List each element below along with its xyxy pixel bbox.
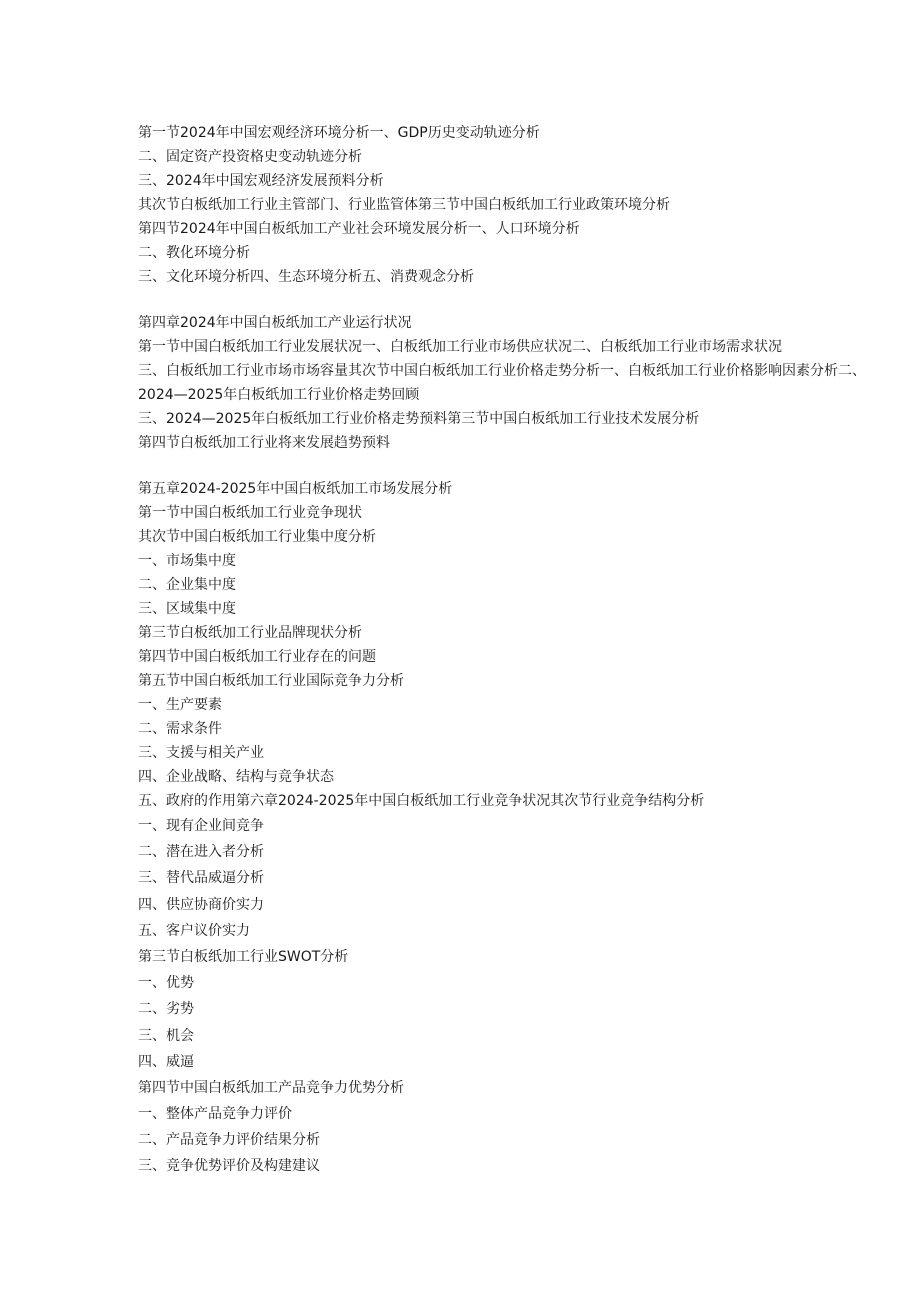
- toc-line: 第一节中国白板纸加工行业竞争现状: [138, 505, 362, 521]
- toc-line: 第四节2024年中国白板纸加工产业社会环境发展分析一、人口环境分析: [138, 221, 580, 237]
- section3-tail-block: [138, 121, 868, 289]
- toc-line: 三、机会: [138, 1027, 194, 1044]
- toc-line: 第三节白板纸加工行业品牌现状分析: [138, 625, 362, 641]
- toc-line: 第三节白板纸加工行业SWOT分析: [138, 948, 349, 965]
- toc-line: 其次节白板纸加工行业主管部门、行业监管体第三节中国白板纸加工行业政策环境分析: [138, 197, 670, 213]
- toc-line: 三、文化环境分析四、生态环境分析五、消费观念分析: [138, 269, 474, 285]
- paragraph-gap: [138, 455, 868, 477]
- toc-line: 三、2024年中国宏观经济发展预料分析: [138, 173, 384, 189]
- toc-line: 二、教化环境分析: [138, 245, 250, 261]
- toc-line: 二、企业集中度: [138, 577, 236, 593]
- toc-line: 三、区域集中度: [138, 601, 236, 617]
- toc-line: 一、现有企业间竞争: [138, 818, 264, 834]
- toc-line: 第五节中国白板纸加工行业国际竞争力分析: [138, 673, 404, 689]
- toc-line: 其次节中国白板纸加工行业集中度分析: [138, 529, 376, 545]
- toc-line: 四、威逼: [138, 1053, 194, 1070]
- toc-line: 一、市场集中度: [138, 553, 236, 569]
- toc-line: 三、白板纸加工行业市场市场容量其次节中国白板纸加工行业价格走势分析一、白板纸加工行业价格影响因素分析二、2024—2025年白板纸加工行业价格走势回顾: [138, 363, 866, 403]
- toc-line: 五、客户议价实力: [138, 922, 250, 939]
- chapter-heading: 第四章2024年中国白板纸加工产业运行状况: [138, 315, 412, 331]
- toc-line: 第一节2024年中国宏观经济环境分析一、GDP历史变动轨迹分析: [138, 125, 540, 141]
- chapter-heading: 第五章2024-2025年中国白板纸加工市场发展分析: [138, 481, 453, 497]
- toc-line: 第四节白板纸加工行业将来发展趋势预料: [138, 435, 390, 451]
- toc-line: 四、企业战略、结构与竞争状态: [138, 769, 334, 785]
- toc-line: 一、优势: [138, 975, 194, 992]
- toc-line: 五、政府的作用第六章2024-2025年中国白板纸加工行业竞争状况其次节行业竞争结构分析: [138, 793, 705, 809]
- toc-line: 第四节中国白板纸加工行业存在的问题: [138, 649, 376, 665]
- toc-line: 一、整体产品竞争力评价: [138, 1106, 292, 1123]
- toc-line: 第一节中国白板纸加工行业发展状况一、白板纸加工行业市场供应状况二、白板纸加工行业市场需求状况: [138, 339, 782, 355]
- chapter4-block: [138, 311, 868, 455]
- toc-line: 二、需求条件: [138, 721, 222, 737]
- chapter5-block: [138, 477, 868, 813]
- paragraph-gap: [138, 289, 868, 311]
- toc-line: 二、固定资产投资格史变动轨迹分析: [138, 149, 362, 165]
- toc-line: 第四节中国白板纸加工产品竞争力优势分析: [138, 1079, 404, 1096]
- toc-line: 二、劣势: [138, 1001, 194, 1018]
- toc-line: 四、供应协商价实力: [138, 896, 264, 913]
- toc-line: 三、替代品威逼分析: [138, 870, 264, 887]
- toc-line: 二、潜在进入者分析: [138, 844, 264, 861]
- toc-line: 三、竞争优势评价及构建建议: [138, 1158, 320, 1175]
- toc-line: 三、支援与相关产业: [138, 745, 264, 761]
- toc-line: 三、2024—2025年白板纸加工行业价格走势预料第三节中国白板纸加工行业技术发展分析: [138, 411, 700, 427]
- table-of-contents: [138, 121, 868, 1180]
- toc-line: 一、生产要素: [138, 697, 222, 713]
- toc-line: 二、产品竞争力评价结果分析: [138, 1132, 320, 1149]
- chapter6-block: [138, 813, 868, 1180]
